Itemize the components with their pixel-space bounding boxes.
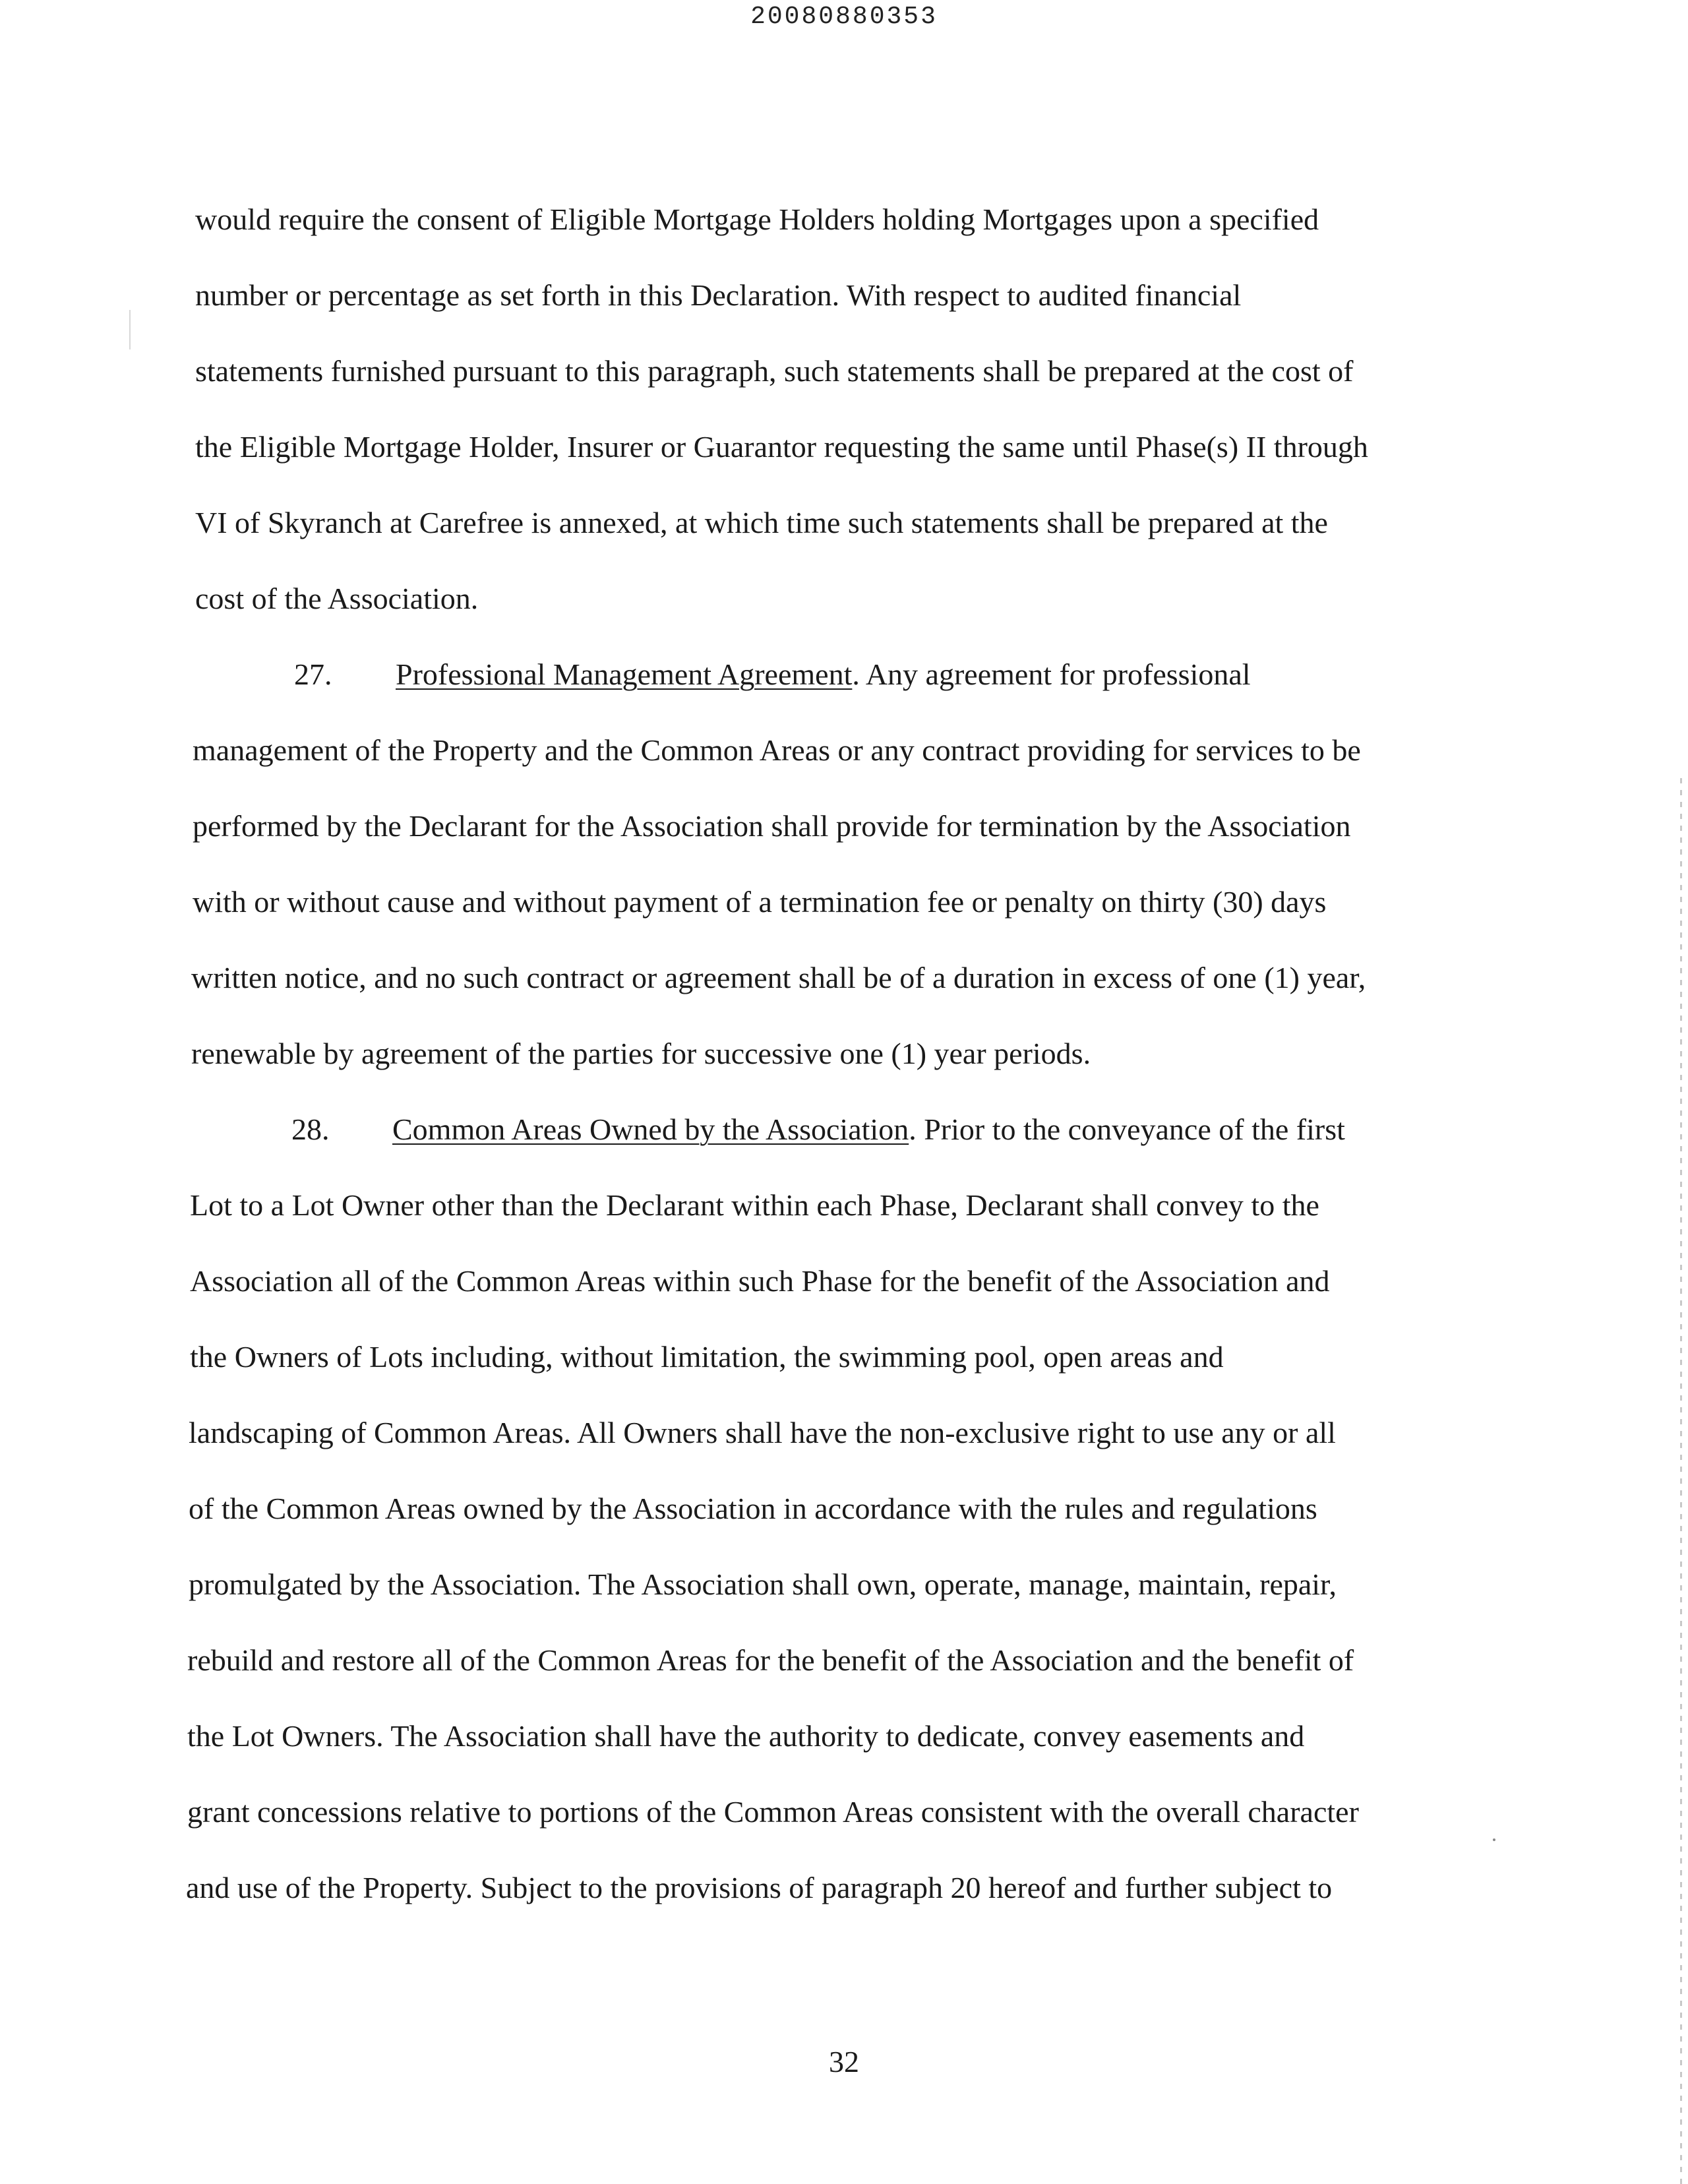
body-line: Lot to a Lot Owner other than the Declarant within each Phase, Declarant shall convey to the (190, 1188, 1319, 1222)
body-line: management of the Property and the Common Areas or any contract providing for services to be (193, 733, 1361, 767)
body-line: and use of the Property. Subject to the provisions of paragraph 20 hereof and further subject to (186, 1871, 1333, 1904)
document-number: 20080880353 (750, 3, 938, 31)
body-line: renewable by agreement of the parties for successive one (1) year periods. (191, 1037, 1091, 1070)
section-28-heading: Common Areas Owned by the Association (392, 1112, 909, 1146)
body-line: VI of Skyranch at Carefree is annexed, at which time such statements shall be prepared at the (195, 506, 1328, 539)
body-line: the Eligible Mortgage Holder, Insurer or Guarantor requesting the same until Phase(s) II through (195, 430, 1368, 464)
body-line: rebuild and restore all of the Common Areas for the benefit of the Association and the benefit of (187, 1643, 1354, 1677)
body-line: would require the consent of Eligible Mortgage Holders holding Mortgages upon a specified (195, 202, 1319, 236)
body-line: with or without cause and without payment of a termination fee or penalty on thirty (30) days (193, 885, 1327, 919)
body-line: cost of the Association. (195, 582, 479, 615)
page-number: 32 (829, 2045, 859, 2078)
body-line: number or percentage as set forth in this Declaration. With respect to audited financial (195, 278, 1242, 312)
section-28-first-line (392, 1110, 1345, 1149)
body-line: Association all of the Common Areas within such Phase for the benefit of the Association and (190, 1264, 1330, 1298)
body-line: landscaping of Common Areas. All Owners shall have the non-exclusive right to use any or all (189, 1416, 1336, 1449)
body-line: the Owners of Lots including, without limitation, the swimming pool, open areas and (190, 1340, 1224, 1374)
scan-margin-mark (129, 310, 131, 349)
body-line: grant concessions relative to portions of the Common Areas consistent with the overall character (187, 1795, 1359, 1829)
body-line: written notice, and no such contract or agreement shall be of a duration in excess of one (1) year, (191, 961, 1366, 994)
section-27-first-line-rest: . Any agreement for professional (852, 657, 1251, 691)
body-line: the Lot Owners. The Association shall have the authority to dedicate, convey easements and (187, 1719, 1305, 1753)
scan-edge-artifact (1680, 778, 1682, 2184)
scan-speck (1493, 1838, 1495, 1841)
section-28-first-line-rest: . Prior to the conveyance of the first (909, 1112, 1345, 1146)
body-line: performed by the Declarant for the Association shall provide for termination by the Association (193, 809, 1351, 843)
section-27-heading: Professional Management Agreement (396, 657, 853, 691)
section-27-number: 27. (294, 657, 332, 691)
section-27-first-line (396, 655, 1251, 694)
body-line: statements furnished pursuant to this paragraph, such statements shall be prepared at the cost of (195, 354, 1354, 388)
body-line: of the Common Areas owned by the Association in accordance with the rules and regulations (189, 1492, 1317, 1525)
section-28-number: 28. (291, 1112, 330, 1146)
body-line: promulgated by the Association. The Association shall own, operate, manage, maintain, repair, (189, 1567, 1337, 1601)
